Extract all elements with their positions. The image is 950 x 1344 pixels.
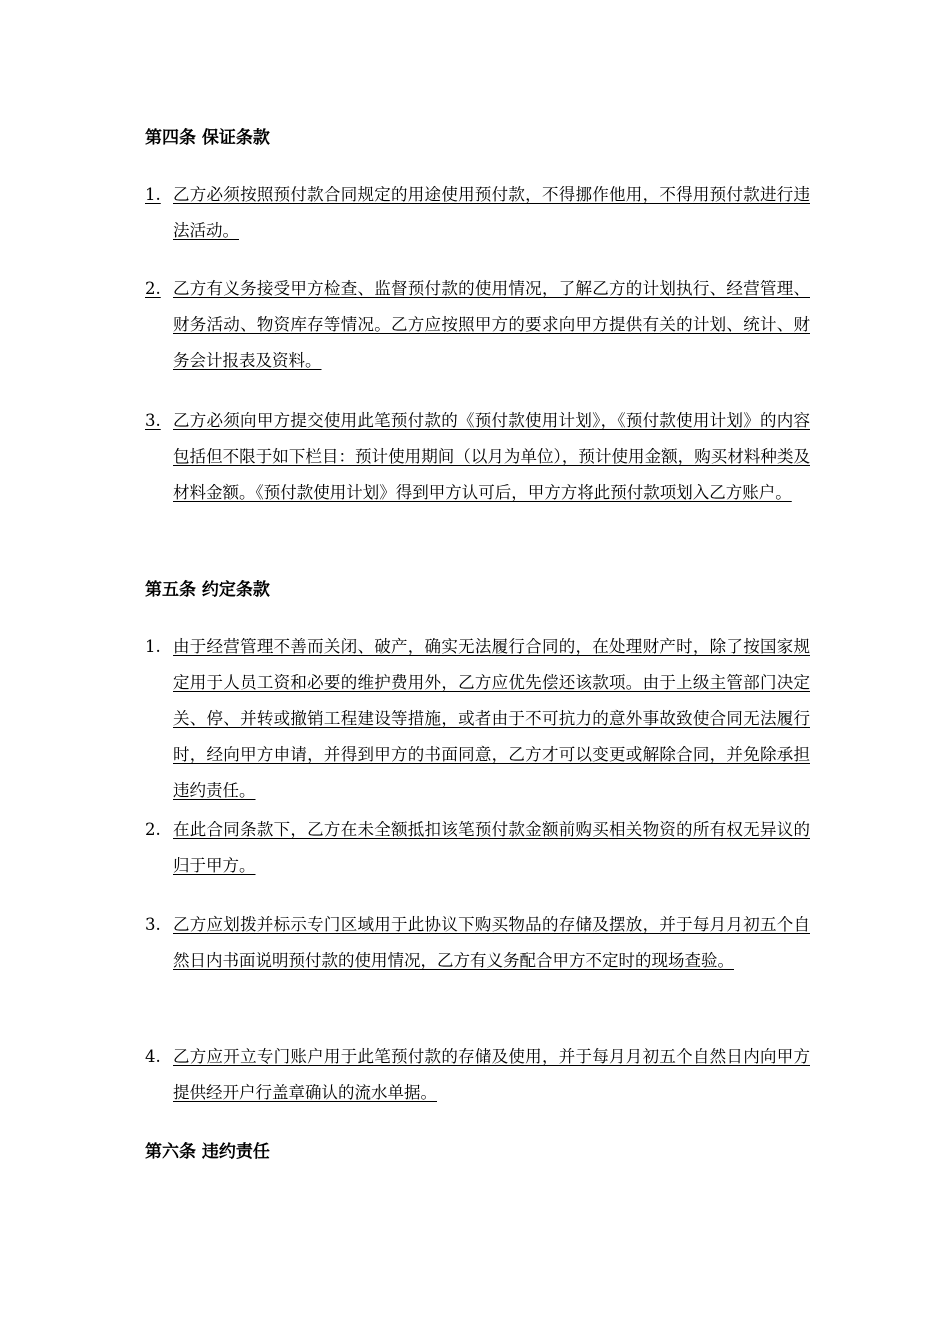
clause-item (145, 403, 810, 511)
clause-number: 1. (145, 185, 161, 204)
clause-text: 乙方必须按照预付款合同规定的用途使用预付款，不得挪作他用，不得用预付款进行违法活动。 (173, 185, 810, 240)
clause-number: 2. (145, 279, 161, 298)
clause-text: 乙方必须向甲方提交使用此笔预付款的《预付款使用计划》，《预付款使用计划》的内容包括但不限于如下栏目：预计使用期间（以月为单位），预计使用金额，购买材料种类及材料金额。《预付款使用计划》得到甲方认可后，甲方方将此预付款项划入乙方账户。 (173, 411, 810, 502)
clause-text: 乙方应划拨并标示专门区域用于此协议下购买物品的存储及摆放，并于每月月初五个自然日内书面说明预付款的使用情况，乙方有义务配合甲方不定时的现场查验。 (173, 915, 810, 970)
clause-number: 3. (145, 411, 161, 430)
clause-item (145, 812, 810, 884)
clause-text: 在此合同条款下，乙方在未全额抵扣该笔预付款金额前购买相关物资的所有权无异议的归于甲方。 (173, 820, 810, 875)
clause-item (145, 907, 810, 979)
clause-text: 乙方应开立专门账户用于此笔预付款的存储及使用，并于每月月初五个自然日内向甲方提供经开户行盖章确认的流水单据。 (173, 1047, 810, 1102)
clause-item (145, 629, 810, 809)
clause-text: 由于经营管理不善而关闭、破产，确实无法履行合同的，在处理财产时，除了按国家规定用于人员工资和必要的维护费用外，乙方应优先偿还该款项。由于上级主管部门决定关、停、并转或撤销工程建设等措施，或者由于不可抗力的意外事故致使合同无法履行时，经向甲方申请，并得到甲方的书面同意，乙方才可以变更或解除合同，并免除承担违约责任。 (173, 637, 810, 800)
section-heading-4: 第四条 保证条款 (145, 128, 270, 148)
clause-item (145, 177, 810, 249)
section-heading-6: 第六条 违约责任 (145, 1142, 270, 1162)
clause-number: 3. (145, 915, 161, 934)
clause-number: 2. (145, 820, 161, 839)
clause-text: 乙方有义务接受甲方检查、监督预付款的使用情况，了解乙方的计划执行、经营管理、财务活动、物资库存等情况。乙方应按照甲方的要求向甲方提供有关的计划、统计、财务会计报表及资料。 (173, 279, 810, 370)
clause-number: 1. (145, 637, 161, 656)
clause-item (145, 1039, 810, 1111)
section-heading-5: 第五条 约定条款 (145, 580, 270, 600)
clause-number: 4. (145, 1047, 161, 1066)
clause-item (145, 271, 810, 379)
